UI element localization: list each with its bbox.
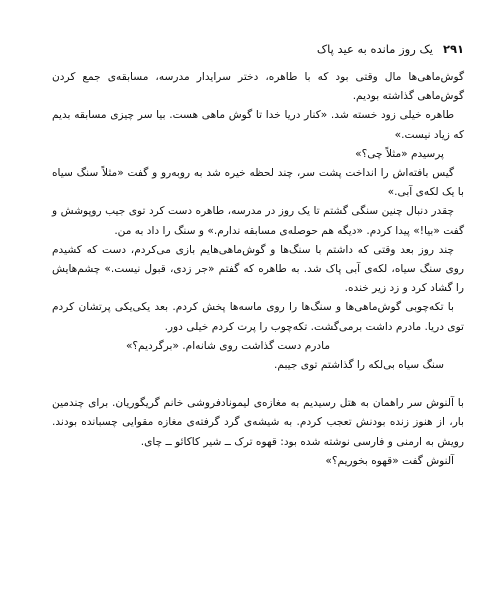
page-number: ۲۹۱ — [442, 42, 464, 56]
running-title: یک روز مانده به عید پاک — [316, 42, 433, 56]
paragraph: آلنوش گفت «قهوه بخوریم؟» — [325, 454, 454, 467]
paragraph: با آلنوش سر راهمان به هتل رسیدیم به مغازه‌ی لیموناد‌فروشی خانم گریگوریان. برای چندمین بار، از هنوز زنده بودنش تعجب کردم. به شیشه‌ی گرد گرفته‌ی مغازه مقوایی چسبانده بودند. رویش به ارمنی و فارسی نوشته شده بود: قهوه ترک ــ شیر کاکائو ــ چای. — [52, 397, 464, 448]
paragraph: طاهره خیلی زود خسته شد. «کنار دریا خدا تا گوش ماهی هست. بیا سر چیزی مسابقه بدیم که زیاد نیست.» — [52, 109, 464, 141]
running-head — [52, 40, 464, 58]
paragraph: گوش‌ماهی‌ها مال وقتی بود که با طاهره، دختر سرایدار مدرسه، مسابقه‌ی جمع کردن گوش‌ماهی گذاشته بودیم. — [52, 71, 464, 103]
book-page — [52, 40, 464, 580]
body-text — [52, 68, 464, 471]
section-break — [52, 375, 464, 394]
paragraph: با تکه‌چوبی گوش‌ماهی‌ها و سنگ‌ها را روی ماسه‌ها پخش کردم. بعد یکی‌یکی پرتشان کردم توی دریا. مادرم داشت برمی‌گشت. تکه‌چوب را پرت کردم خیلی دور. — [52, 301, 464, 333]
paragraph: پرسیدم «مثلاً چی؟» — [355, 147, 444, 160]
paragraph: مادرم دست گذاشت روی شانه‌ام. «برگردیم؟» — [125, 339, 331, 352]
paragraph: سنگ سیاه بی‌لکه را گذاشتم توی جیبم. — [274, 359, 444, 372]
paragraph: چقدر دنبال چنین سنگی گشتم تا یک روز در مدرسه، طاهره دست کرد توی جیب روپوشش و گفت «بیا!» پیدا کردم. «دیگه هم حوصله‌ی مسابقه ندارم.» و سنگ را داد به من. — [52, 205, 464, 237]
paragraph: چند روز بعد وقتی که داشتم با سنگ‌ها و گوش‌ماهی‌هایم بازی می‌کردم، دست که کشیدم روی سنگ سیاه، لکه‌ی آبی پاک شد. به طاهره که گفتم «جر زدی، قبول نیست.» چشم‌هایش را گشاد کرد و زد زیر خنده. — [52, 243, 464, 295]
paragraph: گیس بافته‌اش را انداخت پشت سر، چند لحظه خیره شد به روبه‌رو و گفت «مثلاً سنگ سیاه با یک لکه‌ی آبی.» — [52, 167, 464, 199]
